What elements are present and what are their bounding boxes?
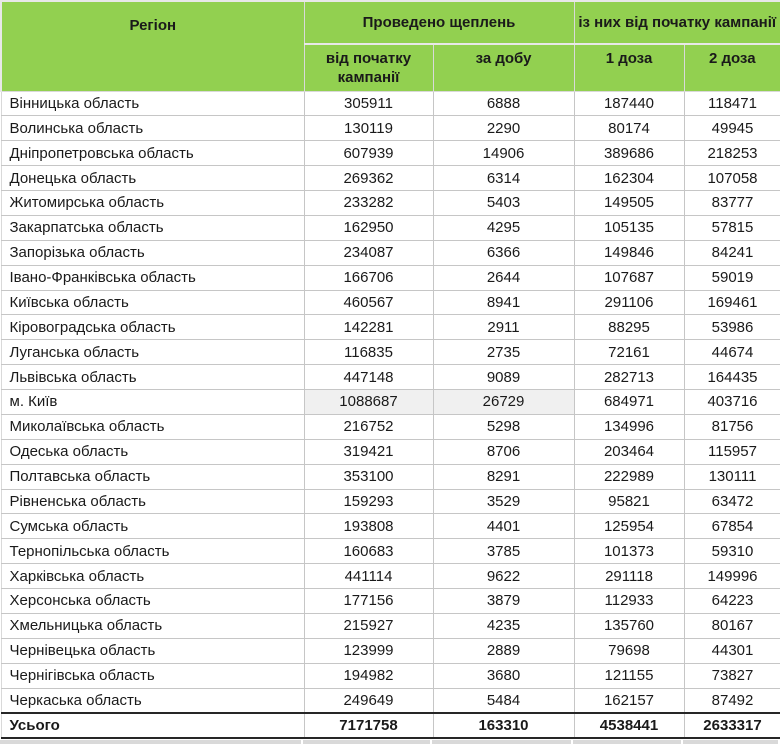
value-cell: 149996	[684, 564, 780, 589]
region-cell: Запорізька область	[1, 240, 304, 265]
value-cell: 81756	[684, 414, 780, 439]
value-cell: 130119	[304, 116, 433, 141]
value-cell: 8706	[433, 439, 574, 464]
value-cell: 80174	[574, 116, 684, 141]
column-header-since-start: від початку кампанії	[304, 44, 433, 91]
table-row	[1, 340, 780, 365]
value-cell: 3529	[433, 489, 574, 514]
table-row	[1, 290, 780, 315]
table-row	[1, 589, 780, 614]
value-cell: 83777	[684, 191, 780, 216]
region-cell: Чернівецька область	[1, 638, 304, 663]
value-cell: 14906	[433, 141, 574, 166]
value-cell: 9089	[433, 365, 574, 390]
value-cell: 6888	[433, 91, 574, 116]
value-cell: 177156	[304, 589, 433, 614]
total-label-cell: Усього	[1, 713, 304, 738]
value-cell: 149505	[574, 191, 684, 216]
value-cell: 115957	[684, 439, 780, 464]
value-cell: 2889	[433, 638, 574, 663]
region-cell: Чернігівська область	[1, 663, 304, 688]
table-row	[1, 116, 780, 141]
value-cell: 218253	[684, 141, 780, 166]
region-cell: Херсонська область	[1, 589, 304, 614]
table-header	[1, 1, 780, 91]
value-cell: 222989	[574, 464, 684, 489]
value-cell: 73827	[684, 663, 780, 688]
table-row	[1, 166, 780, 191]
value-cell: 149846	[574, 240, 684, 265]
value-cell: 441114	[304, 564, 433, 589]
value-cell: 118471	[684, 91, 780, 116]
strip-segment	[683, 740, 778, 744]
value-cell: 160683	[304, 539, 433, 564]
value-cell: 2644	[433, 265, 574, 290]
strip-segment	[573, 740, 681, 744]
table-row	[1, 439, 780, 464]
column-header-region: Регіон	[1, 1, 304, 91]
region-cell: Київська область	[1, 290, 304, 315]
table-row	[1, 315, 780, 340]
table-row	[1, 215, 780, 240]
value-cell: 123999	[304, 638, 433, 663]
value-cell: 44301	[684, 638, 780, 663]
value-cell: 5403	[433, 191, 574, 216]
value-cell: 125954	[574, 514, 684, 539]
table-row	[1, 390, 780, 415]
value-cell: 2911	[433, 315, 574, 340]
value-cell: 87492	[684, 688, 780, 713]
value-cell: 162157	[574, 688, 684, 713]
region-cell: м. Київ	[1, 390, 304, 415]
table-row	[1, 240, 780, 265]
region-cell: Закарпатська область	[1, 215, 304, 240]
value-cell: 249649	[304, 688, 433, 713]
value-cell: 5484	[433, 688, 574, 713]
value-cell: 53986	[684, 315, 780, 340]
column-header-dose-1: 1 доза	[574, 44, 684, 91]
table-body	[1, 91, 780, 738]
region-cell: Черкаська область	[1, 688, 304, 713]
value-cell: 134996	[574, 414, 684, 439]
table-row	[1, 613, 780, 638]
value-cell: 59310	[684, 539, 780, 564]
value-cell: 101373	[574, 539, 684, 564]
region-cell: Хмельницька область	[1, 613, 304, 638]
region-cell: Житомирська область	[1, 191, 304, 216]
value-cell: 166706	[304, 265, 433, 290]
region-cell: Одеська область	[1, 439, 304, 464]
table-row	[1, 265, 780, 290]
table-row	[1, 489, 780, 514]
region-cell: Сумська область	[1, 514, 304, 539]
value-cell: 95821	[574, 489, 684, 514]
strip-segment	[0, 740, 301, 744]
value-cell: 203464	[574, 439, 684, 464]
total-row	[1, 713, 780, 738]
value-cell: 684971	[574, 390, 684, 415]
region-cell: Вінницька область	[1, 91, 304, 116]
column-group-since-campaign-start: із них від початку кампанії	[574, 1, 780, 44]
value-cell: 9622	[433, 564, 574, 589]
region-cell: Луганська область	[1, 340, 304, 365]
value-cell: 107058	[684, 166, 780, 191]
value-cell: 159293	[304, 489, 433, 514]
value-cell: 193808	[304, 514, 433, 539]
region-cell: Кіровоградська область	[1, 315, 304, 340]
value-cell: 4401	[433, 514, 574, 539]
value-cell: 4295	[433, 215, 574, 240]
value-cell: 389686	[574, 141, 684, 166]
bottom-strip	[0, 739, 780, 744]
value-cell: 215927	[304, 613, 433, 638]
value-cell: 135760	[574, 613, 684, 638]
value-cell: 26729	[433, 390, 574, 415]
value-cell: 4235	[433, 613, 574, 638]
value-cell: 112933	[574, 589, 684, 614]
total-value-cell: 4538441	[574, 713, 684, 738]
value-cell: 162950	[304, 215, 433, 240]
table-row	[1, 141, 780, 166]
value-cell: 67854	[684, 514, 780, 539]
table-row	[1, 564, 780, 589]
column-header-per-day: за добу	[433, 44, 574, 91]
table-row	[1, 539, 780, 564]
value-cell: 1088687	[304, 390, 433, 415]
value-cell: 6366	[433, 240, 574, 265]
value-cell: 130111	[684, 464, 780, 489]
value-cell: 105135	[574, 215, 684, 240]
value-cell: 3785	[433, 539, 574, 564]
strip-segment	[432, 740, 571, 744]
column-header-dose-2: 2 доза	[684, 44, 780, 91]
value-cell: 49945	[684, 116, 780, 141]
value-cell: 3879	[433, 589, 574, 614]
value-cell: 57815	[684, 215, 780, 240]
value-cell: 194982	[304, 663, 433, 688]
value-cell: 142281	[304, 315, 433, 340]
region-cell: Волинська область	[1, 116, 304, 141]
value-cell: 64223	[684, 589, 780, 614]
value-cell: 2290	[433, 116, 574, 141]
value-cell: 2735	[433, 340, 574, 365]
total-value-cell: 2633317	[684, 713, 780, 738]
region-cell: Дніпропетровська область	[1, 141, 304, 166]
value-cell: 5298	[433, 414, 574, 439]
value-cell: 84241	[684, 240, 780, 265]
region-cell: Полтавська область	[1, 464, 304, 489]
value-cell: 162304	[574, 166, 684, 191]
table-row	[1, 514, 780, 539]
value-cell: 6314	[433, 166, 574, 191]
value-cell: 216752	[304, 414, 433, 439]
value-cell: 269362	[304, 166, 433, 191]
total-value-cell: 7171758	[304, 713, 433, 738]
table-row	[1, 414, 780, 439]
value-cell: 72161	[574, 340, 684, 365]
value-cell: 319421	[304, 439, 433, 464]
value-cell: 233282	[304, 191, 433, 216]
value-cell: 403716	[684, 390, 780, 415]
value-cell: 607939	[304, 141, 433, 166]
value-cell: 353100	[304, 464, 433, 489]
column-group-vaccinations-performed: Проведено щеплень	[304, 1, 574, 44]
table-row	[1, 663, 780, 688]
value-cell: 291118	[574, 564, 684, 589]
value-cell: 3680	[433, 663, 574, 688]
value-cell: 164435	[684, 365, 780, 390]
table-row	[1, 191, 780, 216]
header-group-row	[1, 1, 780, 44]
value-cell: 44674	[684, 340, 780, 365]
value-cell: 121155	[574, 663, 684, 688]
total-value-cell: 163310	[433, 713, 574, 738]
region-cell: Донецька область	[1, 166, 304, 191]
value-cell: 282713	[574, 365, 684, 390]
region-cell: Харківська область	[1, 564, 304, 589]
value-cell: 169461	[684, 290, 780, 315]
value-cell: 88295	[574, 315, 684, 340]
region-cell: Тернопільська область	[1, 539, 304, 564]
value-cell: 187440	[574, 91, 684, 116]
value-cell: 8941	[433, 290, 574, 315]
table-row	[1, 91, 780, 116]
table-row	[1, 638, 780, 663]
region-cell: Івано-Франківська область	[1, 265, 304, 290]
value-cell: 305911	[304, 91, 433, 116]
value-cell: 63472	[684, 489, 780, 514]
value-cell: 107687	[574, 265, 684, 290]
table-row	[1, 688, 780, 713]
value-cell: 79698	[574, 638, 684, 663]
value-cell: 460567	[304, 290, 433, 315]
value-cell: 291106	[574, 290, 684, 315]
table-row	[1, 365, 780, 390]
value-cell: 8291	[433, 464, 574, 489]
region-cell: Львівська область	[1, 365, 304, 390]
value-cell: 80167	[684, 613, 780, 638]
value-cell: 116835	[304, 340, 433, 365]
value-cell: 59019	[684, 265, 780, 290]
strip-segment	[303, 740, 430, 744]
region-cell: Рівненська область	[1, 489, 304, 514]
value-cell: 447148	[304, 365, 433, 390]
region-cell: Миколаївська область	[1, 414, 304, 439]
table-row	[1, 464, 780, 489]
value-cell: 234087	[304, 240, 433, 265]
